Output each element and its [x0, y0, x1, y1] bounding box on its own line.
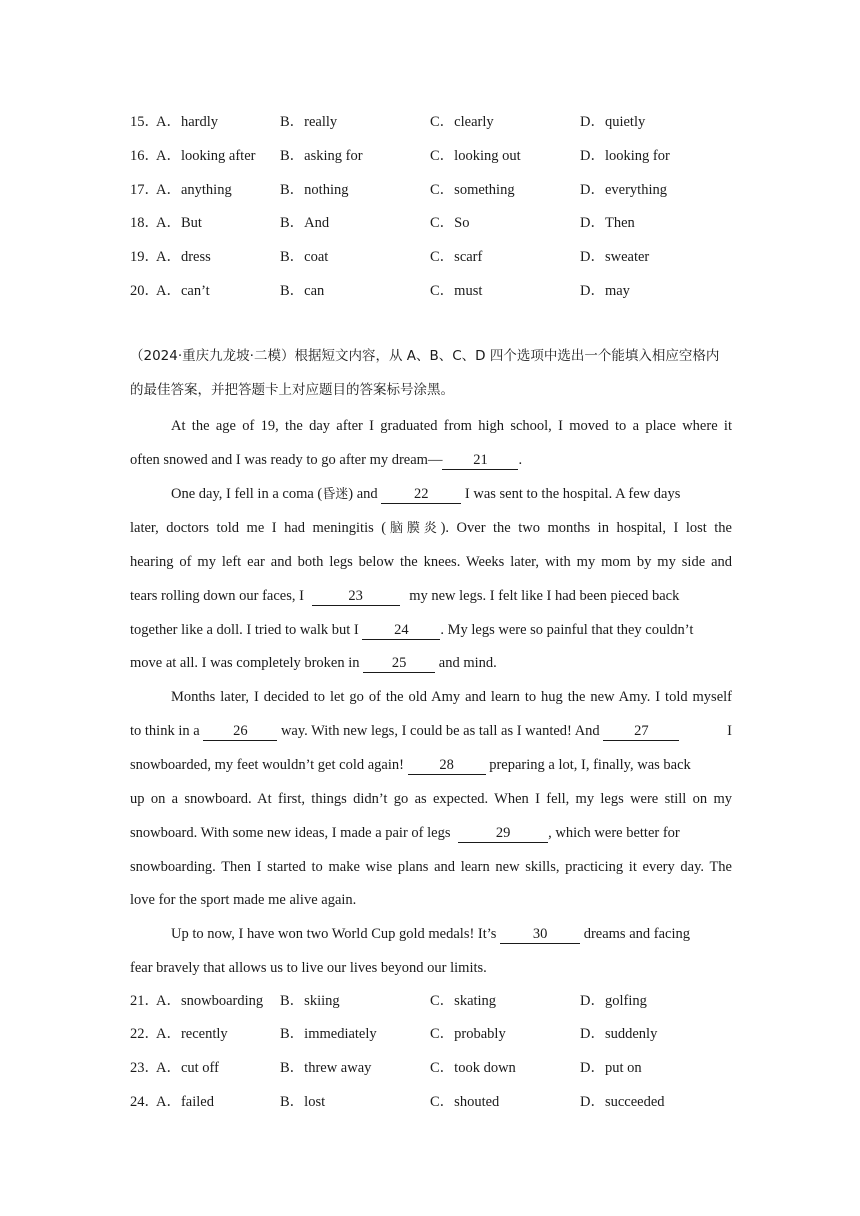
passage-text: snowboarded, my feet wouldn’t get cold again!: [130, 757, 404, 773]
option-b: B．lost: [280, 1094, 326, 1110]
passage-text: often snowed and I was ready to go after my dream—: [130, 452, 443, 468]
blank-24: 24: [362, 621, 440, 640]
passage-text: to think in a: [130, 723, 200, 739]
passage-text: .: [518, 452, 523, 468]
option-a: A．can’t: [156, 283, 210, 299]
question-number: 22．: [130, 1026, 159, 1042]
option-c: C．something: [430, 182, 515, 198]
option-c: C．So: [430, 215, 470, 231]
passage-line: fear bravely that allows us to live our lives beyond our limits.: [130, 960, 487, 976]
passage-text: Up to now, I have won two World Cup gold medals! It’s: [171, 926, 497, 942]
passage-text: . My legs were so painful that they couldn’t: [440, 622, 694, 638]
passage-text: I: [727, 723, 732, 739]
blank-23: 23: [312, 587, 400, 606]
section-instructions: （2024·重庆九龙坡·二模）根据短文内容，从 A、B、C、D 四个选项中选出一个能填入相应空格内的最佳答案，并把答题卡上对应题目的答案标号涂黑。: [130, 348, 720, 398]
passage-line: [130, 517, 732, 539]
blank-22: 22: [381, 485, 461, 504]
passage-line: up on a snowboard. At first, things didn’t go as expected. When I fell, my legs were still on my: [130, 791, 732, 807]
option-c: C．shouted: [430, 1094, 500, 1110]
blank-26: 26: [203, 722, 277, 741]
option-a: A．anything: [156, 182, 232, 198]
passage-text: together like a doll. I tried to walk but I: [130, 622, 359, 638]
passage-line: [130, 652, 732, 674]
question-19-options: [130, 247, 740, 267]
passage-line: [130, 822, 732, 844]
passage-line: [130, 720, 732, 742]
option-d: D．everything: [580, 182, 667, 198]
option-d: D．succeeded: [580, 1094, 665, 1110]
option-d: D．suddenly: [580, 1026, 658, 1042]
passage-text: my new legs. I felt like I had been pieced back: [409, 588, 680, 604]
passage-line: snowboarding. Then I started to make wise plans and learn new skills, practicing it every day. The: [130, 859, 732, 875]
option-a: A．looking after: [156, 148, 256, 164]
question-number: 18．: [130, 215, 159, 231]
passage-text: One day, I fell in a coma (: [171, 486, 323, 502]
question-24-options: [130, 1092, 740, 1112]
option-b: B．coat: [280, 249, 329, 265]
passage-text: move at all. I was completely broken in: [130, 655, 360, 671]
option-a: A．failed: [156, 1094, 214, 1110]
passage-line: [130, 754, 732, 776]
blank-21: 21: [442, 451, 518, 470]
option-a: A．dress: [156, 249, 211, 265]
chinese-gloss: 昏迷: [322, 487, 349, 502]
option-a: A．recently: [156, 1026, 228, 1042]
question-18-options: [130, 213, 740, 233]
blank-29: 29: [458, 824, 548, 843]
passage-line: [171, 483, 732, 505]
question-16-options: [130, 146, 740, 166]
question-20-options: [130, 281, 740, 301]
option-d: D．may: [580, 283, 630, 299]
question-number: 16．: [130, 148, 159, 164]
passage-line: Months later, I decided to let go of the old Amy and learn to hug the new Amy. I told myself: [171, 689, 732, 705]
passage-line: [171, 923, 732, 945]
option-c: C．skating: [430, 993, 497, 1009]
option-c: C．took down: [430, 1060, 516, 1076]
passage-line: [130, 585, 732, 607]
passage-text: dreams and facing: [583, 926, 690, 942]
passage-line: At the age of 19, the day after I graduated from high school, I moved to a place where it: [171, 418, 732, 434]
question-number: 23．: [130, 1060, 159, 1076]
blank-28: 28: [408, 756, 486, 775]
option-d: D．golfing: [580, 993, 647, 1009]
passage-text: snowboard. With some new ideas, I made a pair of legs: [130, 825, 451, 841]
question-number: 20．: [130, 283, 159, 299]
option-d: D．Then: [580, 215, 635, 231]
option-a: A．But: [156, 215, 202, 231]
option-a: A．snowboarding: [156, 993, 264, 1009]
passage-text: ) and: [348, 486, 378, 502]
passage-text: and mind.: [438, 655, 497, 671]
blank-25: 25: [363, 654, 435, 673]
question-number: 17．: [130, 182, 159, 198]
passage-text: later, doctors told me I had meningitis (: [130, 520, 387, 536]
passage-text: ). Over the two months in hospital, I lost the: [440, 520, 732, 536]
option-c: C．clearly: [430, 114, 494, 130]
option-d: D．quietly: [580, 114, 646, 130]
question-number: 19．: [130, 249, 159, 265]
option-d: D．looking for: [580, 148, 670, 164]
option-b: B．nothing: [280, 182, 349, 198]
option-b: B．immediately: [280, 1026, 377, 1042]
question-23-options: [130, 1058, 740, 1078]
option-c: C．looking out: [430, 148, 521, 164]
passage-text: I was sent to the hospital. A few days: [464, 486, 681, 502]
chinese-gloss: 脑膜炎: [386, 521, 441, 536]
blank-27: 27: [603, 722, 679, 741]
option-a: A．hardly: [156, 114, 219, 130]
question-21-options: [130, 991, 740, 1011]
passage-text: preparing a lot, I, finally, was back: [489, 757, 691, 773]
option-c: C．scarf: [430, 249, 483, 265]
question-15-options: [130, 112, 740, 132]
passage-text: , which were better for: [548, 825, 680, 841]
passage-line: love for the sport made me alive again.: [130, 892, 357, 908]
blank-30: 30: [500, 925, 580, 944]
question-number: 15．: [130, 114, 159, 130]
option-a: A．cut off: [156, 1060, 219, 1076]
option-c: C．must: [430, 283, 483, 299]
option-d: D．put on: [580, 1060, 642, 1076]
option-b: B．And: [280, 215, 330, 231]
option-c: C．probably: [430, 1026, 506, 1042]
option-d: D．sweater: [580, 249, 650, 265]
option-b: B．asking for: [280, 148, 363, 164]
option-b: B．can: [280, 283, 325, 299]
option-b: B．threw away: [280, 1060, 372, 1076]
option-b: B．skiing: [280, 993, 340, 1009]
question-22-options: [130, 1024, 740, 1044]
passage-text: tears rolling down our faces, I: [130, 588, 304, 604]
question-number: 24．: [130, 1094, 159, 1110]
passage-text: way. With new legs, I could be as tall as I wanted! And: [280, 723, 600, 739]
question-number: 21．: [130, 993, 159, 1009]
passage-line: [130, 449, 732, 471]
question-17-options: [130, 180, 740, 200]
passage-line: hearing of my left ear and both legs below the knees. Weeks later, with my mom by my side and: [130, 554, 732, 570]
passage-line: [130, 619, 732, 641]
option-b: B．really: [280, 114, 338, 130]
